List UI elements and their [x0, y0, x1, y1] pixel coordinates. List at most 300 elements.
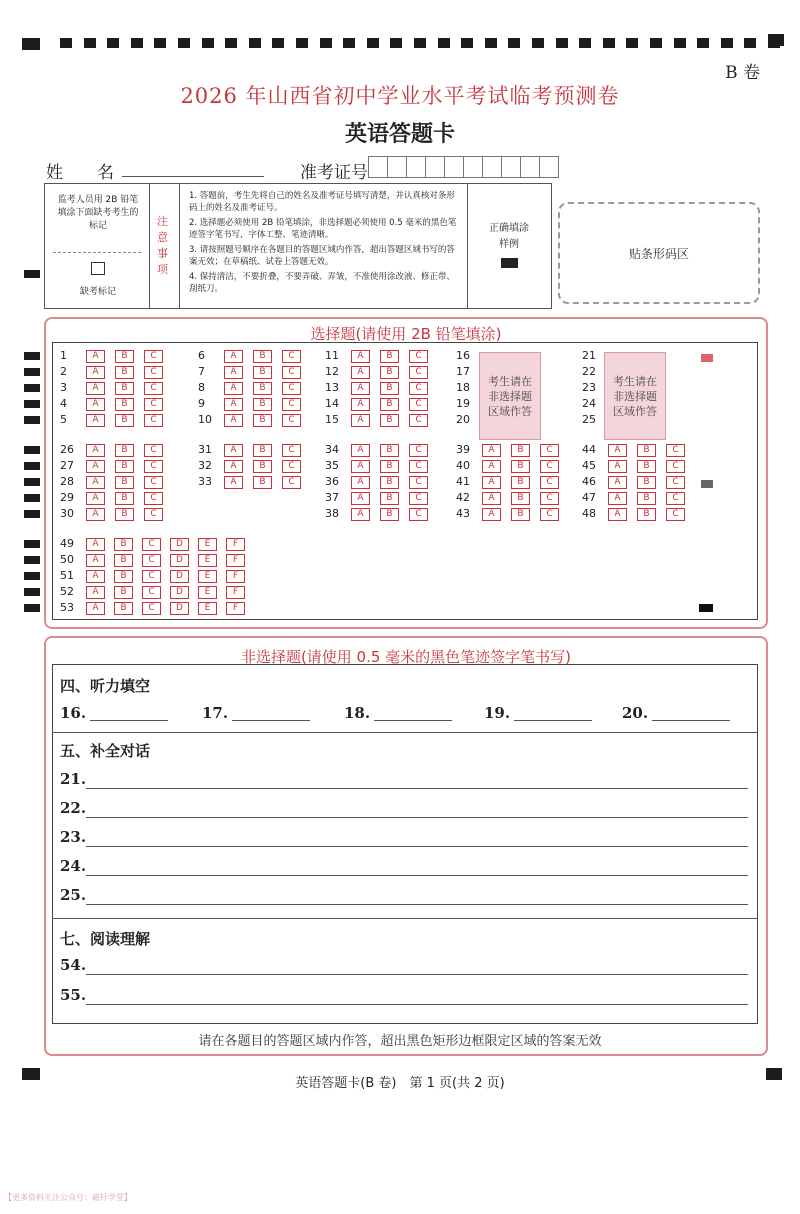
question-number: 26	[60, 443, 74, 456]
answer-bubble-c[interactable]: C	[144, 366, 163, 379]
question-number: 52	[60, 585, 74, 598]
part-divider	[52, 918, 758, 919]
notice-item: 1. 答题前，考生先将自己的姓名及准考证号填写清楚，并认真核对条形码上的姓名及准考证号。	[189, 191, 455, 213]
answer-bubble-c[interactable]: C	[144, 476, 163, 489]
exam-id-digit-box[interactable]	[406, 156, 426, 178]
answer-bubble-a[interactable]: A	[351, 460, 370, 473]
answer-bubble-e[interactable]: E	[198, 602, 217, 615]
question-number: 35	[325, 459, 339, 472]
question-number: 39	[456, 443, 470, 456]
answer-bubble-c[interactable]: C	[282, 460, 301, 473]
question-number: 2	[60, 365, 67, 378]
answer-bubble-d[interactable]: D	[170, 570, 189, 583]
answer-bubble-a[interactable]: A	[86, 570, 105, 583]
question-number: 47	[582, 491, 596, 504]
question-number: 28	[60, 475, 74, 488]
exam-id-digit-box[interactable]	[368, 156, 388, 178]
exam-id-digit-box[interactable]	[482, 156, 502, 178]
answer-bubble-b[interactable]: B	[637, 460, 656, 473]
timing-mark	[202, 38, 214, 48]
sample-cell	[467, 184, 551, 308]
name-label: 姓 名	[46, 163, 114, 183]
answer-area-warning: 请在各题目的答题区域内作答，超出黑色矩形边框限定区域的答案无效	[198, 1034, 602, 1049]
instructions-box	[44, 183, 552, 309]
answer-bubble-c[interactable]: C	[144, 382, 163, 395]
answer-bubble-c[interactable]: C	[144, 414, 163, 427]
question-number: 17	[456, 365, 470, 378]
question-number: 43	[456, 507, 470, 520]
answer-bubble-b[interactable]: B	[511, 508, 530, 521]
question-number: 3	[60, 381, 67, 394]
answer-bubble-b[interactable]: B	[115, 350, 134, 363]
answer-bubble-b[interactable]: B	[380, 382, 399, 395]
answer-bubble-c[interactable]: C	[144, 492, 163, 505]
answer-bubble-c[interactable]: C	[409, 350, 428, 363]
choice-section-title: 选择题(请使用 2B 铅笔填涂)	[310, 325, 502, 343]
answer-bubble-c[interactable]: C	[144, 508, 163, 521]
answer-bubble-c[interactable]: C	[666, 476, 685, 489]
side-mark-left	[24, 416, 40, 424]
answer-bubble-a[interactable]: A	[608, 508, 627, 521]
question-number: 36	[325, 475, 339, 488]
answer-bubble-b[interactable]: B	[511, 444, 530, 457]
answer-bubble-a[interactable]: A	[608, 476, 627, 489]
answer-bubble-b[interactable]: B	[115, 382, 134, 395]
answer-bubble-e[interactable]: E	[198, 554, 217, 567]
answer-bubble-b[interactable]: B	[380, 350, 399, 363]
answer-bubble-c[interactable]: C	[144, 444, 163, 457]
answer-bubble-c[interactable]: C	[540, 460, 559, 473]
answer-bubble-b[interactable]: B	[253, 382, 272, 395]
timing-mark	[674, 38, 686, 48]
answer-bubble-c[interactable]: C	[282, 444, 301, 457]
question-number: 5	[60, 413, 67, 426]
answer-bubble-a[interactable]: A	[482, 476, 501, 489]
blank-number: 20.	[622, 704, 649, 722]
answer-bubble-b[interactable]: B	[380, 414, 399, 427]
question-number: 11	[325, 349, 339, 362]
answer-bubble-b[interactable]: B	[114, 586, 133, 599]
corner-mark-top-left	[22, 38, 40, 50]
answer-bubble-c[interactable]: C	[409, 398, 428, 411]
answer-blank-16[interactable]	[90, 720, 168, 721]
question-number: 1	[60, 349, 67, 362]
answer-line[interactable]	[86, 1004, 748, 1005]
answer-bubble-c[interactable]: C	[282, 382, 301, 395]
answer-bubble-c[interactable]: C	[144, 398, 163, 411]
name-field[interactable]	[122, 176, 264, 177]
answer-bubble-c[interactable]: C	[409, 366, 428, 379]
answer-bubble-a[interactable]: A	[224, 444, 243, 457]
answer-bubble-a[interactable]: A	[224, 476, 243, 489]
answer-bubble-c[interactable]: C	[282, 398, 301, 411]
side-mark-left	[24, 494, 40, 502]
answer-bubble-d[interactable]: D	[170, 602, 189, 615]
answer-bubble-a[interactable]: A	[86, 508, 105, 521]
gray-marker	[701, 480, 713, 488]
answer-bubble-b[interactable]: B	[115, 476, 134, 489]
timing-mark	[154, 38, 166, 48]
timing-mark	[320, 38, 332, 48]
answer-bubble-e[interactable]: E	[198, 570, 217, 583]
question-number: 40	[456, 459, 470, 472]
answer-bubble-b[interactable]: B	[637, 476, 656, 489]
answer-bubble-b[interactable]: B	[511, 476, 530, 489]
answer-line[interactable]	[86, 846, 748, 847]
page-footer: 英语答题卡(B 卷) 第 1 页(共 2 页)	[295, 1076, 505, 1091]
answer-bubble-a[interactable]: A	[224, 398, 243, 411]
answer-bubble-a[interactable]: A	[86, 460, 105, 473]
answer-line[interactable]	[86, 817, 748, 818]
answer-blank-20[interactable]	[652, 720, 730, 721]
question-number: 18	[456, 381, 470, 394]
timing-marks-top	[22, 38, 782, 50]
answer-bubble-a[interactable]: A	[86, 554, 105, 567]
timing-mark	[626, 38, 638, 48]
answer-bubble-f[interactable]: F	[226, 602, 245, 615]
timing-mark	[744, 38, 756, 48]
exam-id-digit-box[interactable]	[520, 156, 540, 178]
timing-mark	[272, 38, 284, 48]
timing-mark	[697, 38, 709, 48]
question-number: 16	[456, 349, 470, 362]
absent-checkbox[interactable]	[91, 262, 105, 275]
answer-bubble-a[interactable]: A	[86, 350, 105, 363]
question-number: 46	[582, 475, 596, 488]
side-mark-left	[24, 540, 40, 548]
answer-bubble-a[interactable]: A	[224, 366, 243, 379]
question-number: 51	[60, 569, 74, 582]
answer-bubble-c[interactable]: C	[409, 444, 428, 457]
answer-bubble-a[interactable]: A	[351, 398, 370, 411]
part-divider	[52, 732, 758, 733]
exam-id-digit-box[interactable]	[539, 156, 559, 178]
answer-line[interactable]	[86, 904, 748, 905]
answer-line[interactable]	[86, 875, 748, 876]
answer-bubble-c[interactable]: C	[409, 492, 428, 505]
answer-line[interactable]	[86, 788, 748, 789]
answer-bubble-c[interactable]: C	[282, 476, 301, 489]
answer-bubble-b[interactable]: B	[380, 476, 399, 489]
answer-bubble-b[interactable]: B	[253, 476, 272, 489]
notice-items-cell	[179, 184, 468, 308]
timing-mark	[603, 38, 615, 48]
timing-mark	[414, 38, 426, 48]
question-number: 23	[582, 381, 596, 394]
answer-bubble-c[interactable]: C	[666, 508, 685, 521]
blank-number: 19.	[484, 704, 511, 722]
answer-bubble-c[interactable]: C	[282, 350, 301, 363]
answer-bubble-b[interactable]: B	[114, 570, 133, 583]
question-number: 30	[60, 507, 74, 520]
dashed-divider	[53, 252, 141, 253]
line-number: 23.	[60, 828, 87, 846]
timing-mark	[508, 38, 520, 48]
side-mark-left	[24, 352, 40, 360]
notice-title-cell	[149, 184, 180, 308]
notice-item: 3. 请按照题号顺序在各题目的答题区域内作答，超出答题区域书写的答案无效；在草稿纸、试卷上答题无效。	[189, 245, 455, 267]
question-number: 38	[325, 507, 339, 520]
notice-items	[189, 190, 461, 298]
question-number: 7	[198, 365, 205, 378]
answer-bubble-a[interactable]: A	[224, 382, 243, 395]
exam-title: 2026 年山西省初中学业水平考试临考预测卷	[180, 84, 620, 108]
nonchoice-section-title: 非选择题(请使用 0.5 毫米的黑色笔迹签字笔书写)	[240, 648, 572, 666]
answer-bubble-c[interactable]: C	[142, 586, 161, 599]
answer-bubble-a[interactable]: A	[86, 492, 105, 505]
answer-bubble-b[interactable]: B	[380, 366, 399, 379]
exam-id-boxes[interactable]	[369, 156, 559, 178]
answer-bubble-c[interactable]: C	[666, 492, 685, 505]
answer-bubble-c[interactable]: C	[142, 538, 161, 551]
answer-bubble-a[interactable]: A	[86, 476, 105, 489]
answer-bubble-a[interactable]: A	[608, 460, 627, 473]
question-number: 8	[198, 381, 205, 394]
notice-title: 注意事项	[157, 215, 168, 276]
absent-mark-label: 缺考标记	[79, 287, 116, 297]
question-number: 34	[325, 443, 339, 456]
question-number: 14	[325, 397, 339, 410]
question-number: 13	[325, 381, 339, 394]
answer-bubble-d[interactable]: D	[170, 538, 189, 551]
answer-bubble-c[interactable]: C	[142, 602, 161, 615]
answer-bubble-c[interactable]: C	[409, 382, 428, 395]
sample-label: 正确填涂	[489, 223, 529, 234]
answer-bubble-b[interactable]: B	[114, 554, 133, 567]
side-mark-left	[24, 556, 40, 564]
answer-bubble-c[interactable]: C	[409, 508, 428, 521]
answer-bubble-a[interactable]: A	[351, 476, 370, 489]
question-number: 21	[582, 349, 596, 362]
answer-bubble-b[interactable]: B	[380, 444, 399, 457]
answer-bubble-b[interactable]: B	[253, 414, 272, 427]
answer-bubble-a[interactable]: A	[482, 508, 501, 521]
answer-bubble-a[interactable]: A	[482, 460, 501, 473]
answer-bubble-f[interactable]: F	[226, 570, 245, 583]
question-number: 4	[60, 397, 67, 410]
question-number: 41	[456, 475, 470, 488]
timing-mark	[556, 38, 568, 48]
timing-mark	[579, 38, 591, 48]
answer-bubble-a[interactable]: A	[482, 444, 501, 457]
answer-bubble-c[interactable]: C	[282, 414, 301, 427]
side-mark-left	[24, 400, 40, 408]
side-mark-left	[24, 384, 40, 392]
answer-bubble-c[interactable]: C	[409, 476, 428, 489]
answer-bubble-b[interactable]: B	[115, 508, 134, 521]
timing-mark	[390, 38, 402, 48]
timing-mark	[178, 38, 190, 48]
answer-bubble-c[interactable]: C	[540, 492, 559, 505]
question-number: 53	[60, 601, 74, 614]
side-mark-left	[24, 368, 40, 376]
answer-bubble-a[interactable]: A	[351, 350, 370, 363]
blank-number: 18.	[344, 704, 371, 722]
answer-bubble-b[interactable]: B	[253, 366, 272, 379]
answer-bubble-b[interactable]: B	[253, 350, 272, 363]
timing-mark	[60, 38, 72, 48]
answer-bubble-c[interactable]: C	[666, 460, 685, 473]
blank-number: 16.	[60, 704, 87, 722]
exam-id-digit-box[interactable]	[463, 156, 483, 178]
answer-bubble-a[interactable]: A	[351, 414, 370, 427]
question-number: 50	[60, 553, 74, 566]
question-number: 48	[582, 507, 596, 520]
question-number: 33	[198, 475, 212, 488]
answer-blank-18[interactable]	[374, 720, 452, 721]
absent-instruction: 监考人员用 2B 铅笔填涂下面缺考考生的标记	[57, 195, 139, 231]
answer-bubble-a[interactable]: A	[351, 508, 370, 521]
answer-bubble-b[interactable]: B	[115, 366, 134, 379]
timing-mark	[84, 38, 96, 48]
answer-bubble-f[interactable]: F	[226, 586, 245, 599]
timing-mark	[296, 38, 308, 48]
answer-bubble-b[interactable]: B	[115, 492, 134, 505]
answer-bubble-a[interactable]: A	[86, 398, 105, 411]
answer-bubble-c[interactable]: C	[540, 444, 559, 457]
answer-bubble-a[interactable]: A	[224, 414, 243, 427]
timing-mark	[131, 38, 143, 48]
answer-bubble-b[interactable]: B	[115, 444, 134, 457]
side-mark-left	[24, 462, 40, 470]
sample-label-2: 样例	[499, 239, 519, 250]
question-number: 10	[198, 413, 212, 426]
side-mark-left	[24, 572, 40, 580]
answer-bubble-a[interactable]: A	[86, 586, 105, 599]
question-number: 45	[582, 459, 596, 472]
pink-marker	[701, 354, 713, 362]
answer-bubble-b[interactable]: B	[253, 444, 272, 457]
answer-bubble-a[interactable]: A	[86, 366, 105, 379]
line-number: 25.	[60, 886, 87, 904]
question-number: 27	[60, 459, 74, 472]
timing-mark	[650, 38, 662, 48]
answer-bubble-c[interactable]: C	[142, 554, 161, 567]
answer-bubble-d[interactable]: D	[170, 554, 189, 567]
answer-bubble-c[interactable]: C	[666, 444, 685, 457]
question-number: 44	[582, 443, 596, 456]
timing-mark	[343, 38, 355, 48]
answer-bubble-a[interactable]: A	[86, 602, 105, 615]
side-mark-left	[24, 510, 40, 518]
question-number: 12	[325, 365, 339, 378]
answer-bubble-a[interactable]: A	[482, 492, 501, 505]
answer-bubble-e[interactable]: E	[198, 586, 217, 599]
corner-mark-top-right	[768, 34, 784, 46]
answer-bubble-c[interactable]: C	[142, 570, 161, 583]
barcode-label: 贴条形码区	[628, 246, 689, 261]
part5-heading: 五、补全对话	[60, 742, 151, 760]
blank-number: 17.	[202, 704, 229, 722]
answer-bubble-b[interactable]: B	[637, 492, 656, 505]
answer-line[interactable]	[86, 974, 748, 975]
answer-bubble-a[interactable]: A	[351, 382, 370, 395]
answer-bubble-c[interactable]: C	[409, 460, 428, 473]
answer-blank-19[interactable]	[514, 720, 592, 721]
timing-mark	[367, 38, 379, 48]
question-number: 22	[582, 365, 596, 378]
question-number: 19	[456, 397, 470, 410]
part7-heading: 七、阅读理解	[60, 930, 151, 948]
question-number: 6	[198, 349, 205, 362]
answer-bubble-a[interactable]: A	[351, 366, 370, 379]
answer-sheet-title: 英语答题卡	[344, 122, 455, 147]
exam-id-digit-box[interactable]	[387, 156, 407, 178]
page-version-label: B 卷	[725, 63, 760, 83]
side-mark-left	[24, 270, 40, 278]
notice-item: 4. 保持清洁，不要折叠，不要弄破、弄皱，不准使用涂改液、修正带、刮纸刀。	[189, 272, 455, 294]
nonchoice-frame	[52, 664, 758, 1024]
question-number: 29	[60, 491, 74, 504]
answer-bubble-b[interactable]: B	[380, 508, 399, 521]
answer-bubble-e[interactable]: E	[198, 538, 217, 551]
answer-bubble-f[interactable]: F	[226, 538, 245, 551]
answer-bubble-b[interactable]: B	[637, 508, 656, 521]
answer-bubble-a[interactable]: A	[351, 444, 370, 457]
answer-bubble-c[interactable]: C	[409, 414, 428, 427]
answer-bubble-a[interactable]: A	[86, 382, 105, 395]
nonchoice-note-box-1: 考生请在非选择题区域作答	[479, 352, 541, 440]
answer-bubble-a[interactable]: A	[608, 444, 627, 457]
answer-bubble-a[interactable]: A	[224, 350, 243, 363]
answer-bubble-b[interactable]: B	[114, 602, 133, 615]
exam-id-digit-box[interactable]	[425, 156, 445, 178]
answer-bubble-a[interactable]: A	[224, 460, 243, 473]
answer-bubble-a[interactable]: A	[608, 492, 627, 505]
question-number: 49	[60, 537, 74, 550]
timing-mark	[225, 38, 237, 48]
answer-bubble-c[interactable]: C	[282, 366, 301, 379]
answer-bubble-c[interactable]: C	[144, 460, 163, 473]
answer-bubble-a[interactable]: A	[351, 492, 370, 505]
question-number: 20	[456, 413, 470, 426]
answer-bubble-b[interactable]: B	[380, 492, 399, 505]
answer-bubble-b[interactable]: B	[253, 460, 272, 473]
black-marker	[699, 604, 713, 612]
answer-bubble-f[interactable]: F	[226, 554, 245, 567]
side-mark-left	[24, 478, 40, 486]
side-mark-left	[24, 446, 40, 454]
answer-blank-17[interactable]	[232, 720, 310, 721]
answer-bubble-b[interactable]: B	[115, 414, 134, 427]
answer-bubble-b[interactable]: B	[511, 460, 530, 473]
answer-bubble-b[interactable]: B	[253, 398, 272, 411]
exam-id-digit-box[interactable]	[501, 156, 521, 178]
line-number: 24.	[60, 857, 87, 875]
answer-bubble-a[interactable]: A	[86, 414, 105, 427]
answer-bubble-c[interactable]: C	[144, 350, 163, 363]
absent-cell	[45, 184, 150, 308]
answer-bubble-c[interactable]: C	[540, 508, 559, 521]
answer-bubble-a[interactable]: A	[86, 444, 105, 457]
answer-bubble-b[interactable]: B	[637, 444, 656, 457]
answer-bubble-b[interactable]: B	[114, 538, 133, 551]
answer-bubble-b[interactable]: B	[115, 460, 134, 473]
timing-mark	[485, 38, 497, 48]
notice-item: 2. 选择题必须使用 2B 铅笔填涂，非选择题必须使用 0.5 毫米的黑色笔迹签字笔书写，字体工整、笔迹清晰。	[189, 218, 457, 240]
answer-bubble-a[interactable]: A	[86, 538, 105, 551]
answer-bubble-b[interactable]: B	[511, 492, 530, 505]
line-number: 21.	[60, 770, 87, 788]
answer-bubble-b[interactable]: B	[380, 398, 399, 411]
answer-bubble-c[interactable]: C	[540, 476, 559, 489]
question-number: 31	[198, 443, 212, 456]
answer-bubble-b[interactable]: B	[380, 460, 399, 473]
answer-bubble-b[interactable]: B	[115, 398, 134, 411]
exam-id-digit-box[interactable]	[444, 156, 464, 178]
answer-bubble-d[interactable]: D	[170, 586, 189, 599]
side-mark-left	[24, 604, 40, 612]
